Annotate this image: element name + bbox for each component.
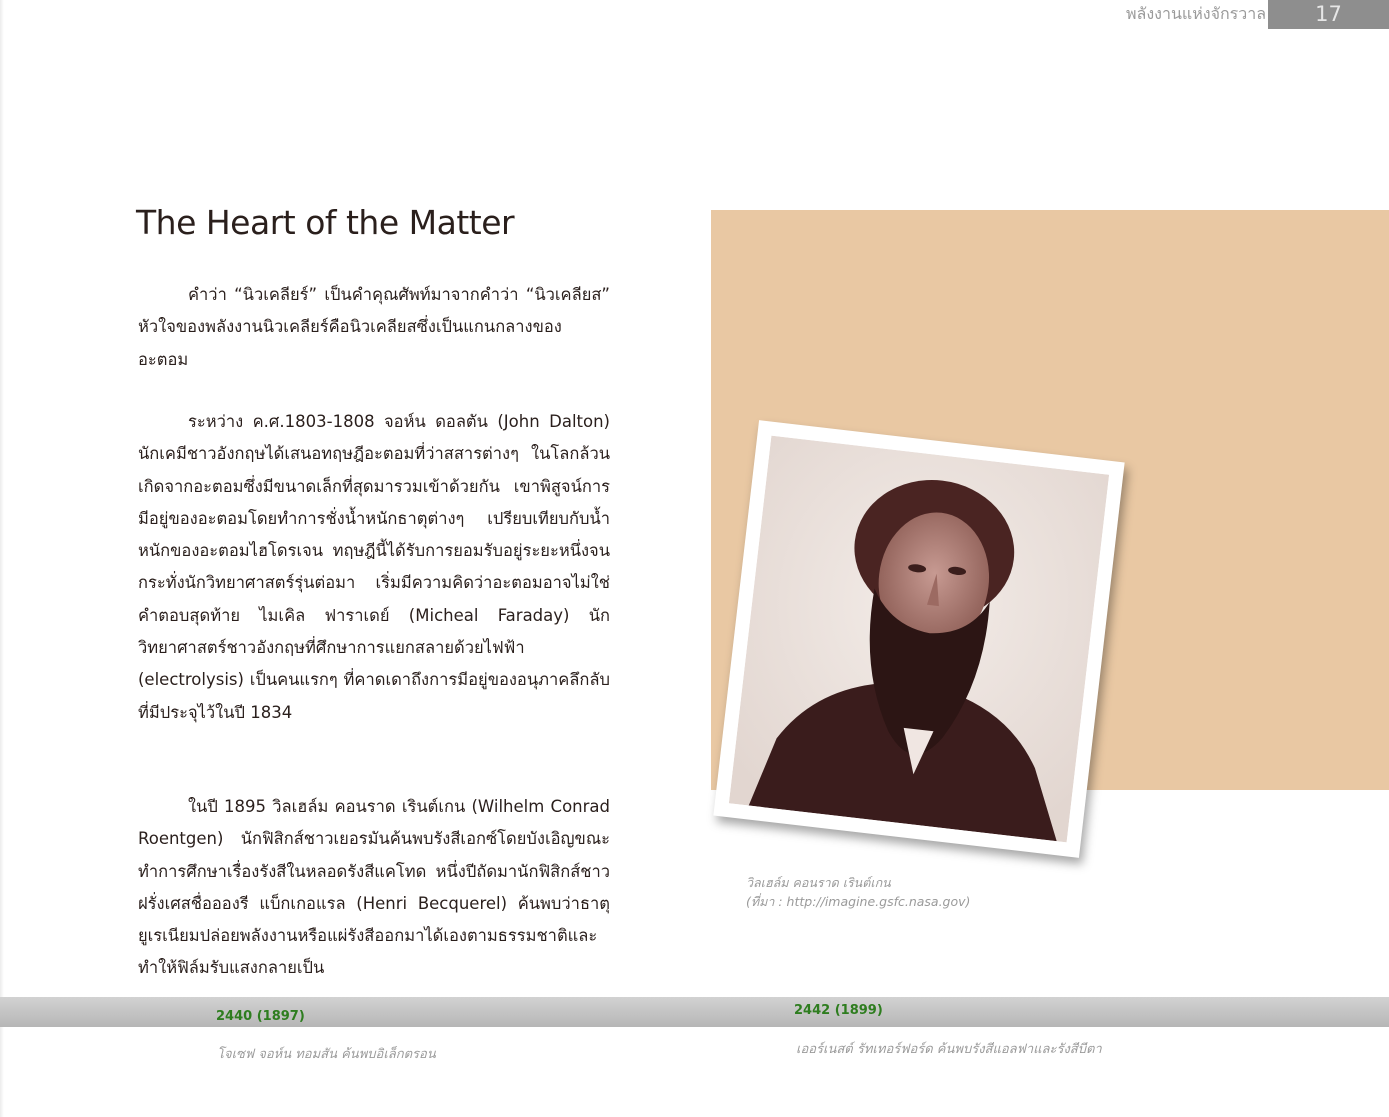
- paragraph-1-text: คำว่า “นิวเคลียร์” เป็นคำคุณศัพท์มาจากคำว่า “นิวเคลียส” หัวใจของพลังงานนิวเคลียร์คือนิวเคลียสซึ่งเป็นแกนกลางของอะตอม: [138, 285, 610, 369]
- caption-name: วิลเฮล์ม คอนราด เรินต์เกน: [746, 875, 891, 890]
- page-number: 17: [1268, 0, 1389, 29]
- paragraph-1: [138, 279, 610, 376]
- photo-caption: [746, 873, 1076, 911]
- paragraph-3-text: ในปี 1895 วิลเฮล์ม คอนราด เรินต์เกน (Wilhelm Conrad Roentgen) นักฟิสิกส์ชาวเยอรมันค้นพบรังสีเอกซ์โดยบังเอิญขณะทำการศึกษาเรื่องรังสีในหลอดรังสีแคโทด หนึ่งปีถัดมานักฟิสิกส์ชาวฝรั่งเศสชื่ออองรี แบ็กเกอแรล (Henri Becquerel) ค้นพบว่าธาตุยูเรเนียมปล่อยพลังงานหรือแผ่รังสีออกมาได้เองตามธรรมชาติและทำให้ฟิล์มรับแสงกลายเป็น: [138, 797, 610, 978]
- timeline-description-1: โจเซฟ จอห์น ทอมสัน ค้นพบอิเล็กตรอน: [217, 1047, 436, 1062]
- article-title: The Heart of the Matter: [136, 203, 515, 242]
- caption-source: (ที่มา : http://imagine.gsfc.nasa.gov): [746, 894, 971, 909]
- timeline-year-2: 2442 (1899): [794, 1003, 883, 1018]
- roentgen-portrait-image: [729, 436, 1109, 843]
- page-binding-shadow: [0, 0, 4, 1117]
- timeline-year-1: 2440 (1897): [216, 1009, 305, 1024]
- paragraph-2: [138, 406, 610, 729]
- portrait-photo: [713, 420, 1124, 858]
- paragraph-2-text: ระหว่าง ค.ศ.1803-1808 จอห์น ดอลตัน (John Dalton) นักเคมีชาวอังกฤษได้เสนอทฤษฎีอะตอมที่ว่าสสารต่างๆ ในโลกล้วนเกิดจากอะตอมซึ่งมีขนาดเล็กที่สุดมารวมเข้าด้วยกัน เขาพิสูจน์การมีอยู่ของอะตอมโดยทำการชั่งน้ำหนักธาตุต่างๆ เปรียบเทียบกับน้ำหนักของอะตอมไฮโดรเจน ทฤษฎีนี้ได้รับการยอมรับอยู่ระยะหนึ่งจนกระทั่งนักวิทยาศาสตร์รุ่นต่อมา เริ่มมีความคิดว่าอะตอมอาจไม่ใช่คำตอบสุดท้าย ไมเคิล ฟาราเดย์ (Micheal Faraday) นักวิทยาศาสตร์ชาวอังกฤษที่ศึกษาการแยกสลายด้วยไฟฟ้า (electrolysis) เป็นคนแรกๆ ที่คาดเดาถึงการมีอยู่ของอนุภาคลึกลับที่มีประจุไว้ในปี 1834: [138, 412, 610, 722]
- paragraph-3: [138, 791, 610, 983]
- timeline-description-2: เออร์เนสต์ รัทเทอร์ฟอร์ด ค้นพบรังสีแอลฟาและรังสีบีตา: [796, 1042, 1102, 1057]
- running-head: พลังงานแห่งจักรวาล: [1126, 4, 1266, 23]
- timeline-bar: [0, 997, 1389, 1027]
